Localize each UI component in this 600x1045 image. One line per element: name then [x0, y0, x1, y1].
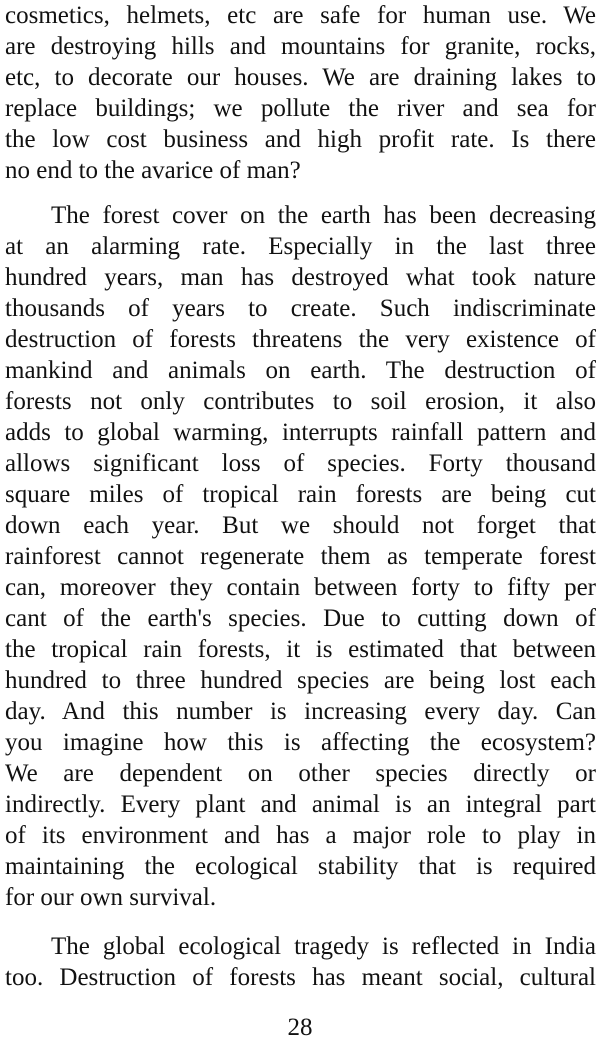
text-line: replace buildings; we pollute the river and sea for — [5, 95, 596, 122]
text-line: cant of the earth's species. Due to cutting down of — [5, 605, 596, 632]
text-line: down each year. But we should not forget that — [5, 512, 596, 539]
paragraph-1 — [5, 0, 596, 186]
text-line: cosmetics, helmets, etc are safe for human use. We — [5, 2, 596, 29]
text-line: mankind and animals on earth. The destruction of — [5, 357, 596, 384]
text-line: the low cost business and high profit rate. Is there — [5, 126, 596, 153]
text-line: hundred years, man has destroyed what took nature — [5, 264, 596, 291]
text-line: square miles of tropical rain forests are being cut — [5, 481, 596, 508]
text-line: can, moreover they contain between forty to fifty per — [5, 574, 596, 601]
text-line: The global ecological tragedy is reflected in India — [51, 933, 596, 960]
text-line: destruction of forests threatens the very existence of — [5, 326, 596, 353]
text-line: etc, to decorate our houses. We are draining lakes to — [5, 64, 596, 91]
text-line: allows significant loss of species. Forty thousand — [5, 450, 596, 477]
text-line: day. And this number is increasing every day. Can — [5, 698, 596, 725]
text-line: no end to the avarice of man? — [5, 157, 301, 184]
page-number: 28 — [287, 1014, 313, 1041]
text-line: of its environment and has a major role to play in — [5, 822, 596, 849]
text-line: forests not only contributes to soil erosion, it also — [5, 388, 596, 415]
text-line: thousands of years to create. Such indiscriminate — [5, 295, 596, 322]
text-line: too. Destruction of forests has meant social, cultural — [5, 964, 596, 991]
text-line: maintaining the ecological stability that is required — [5, 853, 596, 880]
text-line: adds to global warming, interrupts rainfall pattern and — [5, 419, 596, 446]
paragraph-3 — [5, 931, 596, 993]
text-line: for our own survival. — [5, 884, 217, 911]
text-line: the tropical rain forests, it is estimated that between — [5, 636, 596, 663]
text-line: at an alarming rate. Especially in the last three — [5, 233, 596, 260]
text-line: are destroying hills and mountains for granite, rocks, — [5, 33, 596, 60]
paragraph-2 — [5, 200, 596, 913]
text-line: The forest cover on the earth has been decreasing — [51, 202, 596, 229]
text-line: hundred to three hundred species are being lost each — [5, 667, 596, 694]
text-line: indirectly. Every plant and animal is an integral part — [5, 791, 596, 818]
text-line: rainforest cannot regenerate them as temperate forest — [5, 543, 596, 570]
text-line: you imagine how this is affecting the ecosystem? — [5, 729, 596, 756]
text-line: We are dependent on other species directly or — [5, 760, 596, 787]
